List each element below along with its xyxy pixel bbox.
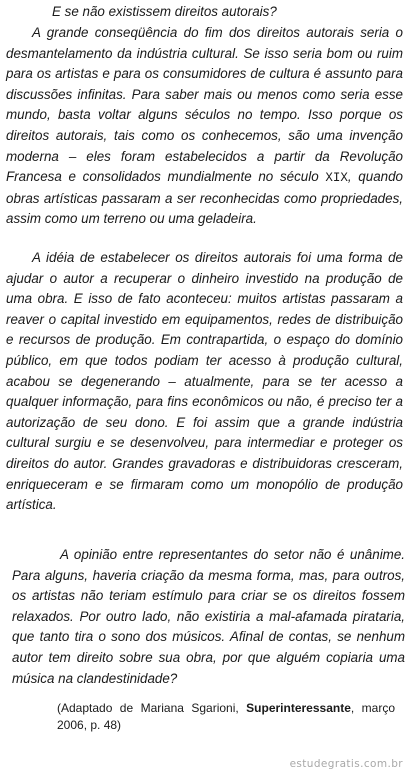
century-numeral: XIX: [325, 171, 348, 186]
citation-prefix: (Adaptado de Mariana Sgarioni,: [57, 701, 247, 715]
article-title: E se não existissem direitos autorais?: [52, 4, 277, 19]
paragraph-2: A idéia de estabelecer os direitos autorais foi uma forma de ajudar o autor a recuperar o dinheiro investido na produção de uma obra. E isso de fato aconteceu: muitos artistas passaram a reaver o capital investido em equipamentos, redes de distribuição e recursos de produção. Em contrapartida, o espaço do domínio público, em que todos podiam ter acesso à produção cultural, acabou se degenerando – atualmente, para se ter acesso a qualquer informação, para fins econômicos ou não, é preciso ter a autorização de seu dono. E foi assim que a grande indústria cultural surgiu e se desenvolveu, para intermediar e proteger os direitos do autor. Grandes gravadoras e distribuidoras cresceram, enriqueceram e se firmaram como um monopólio de produção artística.: [6, 250, 403, 513]
paragraph-1-text: A grande conseqüência do fim dos direitos autorais seria o desmantelamento da indústria cultural. Se isso seria bom ou ruim para os artistas e para os consumidores de cultura é assunto para discussões infinitas. Para saber mais ou menos como seria esse mundo, basta voltar alguns séculos no tempo. Isso porque os direitos autorais, tais como os conhecemos, são uma invenção moderna – eles foram estabelecidos a partir da Revolução Francesa e consolidados mundialmente no século: [6, 25, 403, 185]
paragraph-1: [6, 23, 403, 230]
paragraph-3: A opinião entre representantes do setor não é unânime. Para alguns, haveria criação da mesma forma, mas, para outros, os artistas não teriam estímulo para criar se os direitos fossem relaxados. Por outro lado, não existiria a mal-afamada pirataria, que tanto tira o sono dos músicos. Afinal de contas, se nenhum autor tem direito sobre sua obra, por que alguém copiaria uma música na clandestinidade?: [12, 547, 405, 686]
citation-publication: Superinteressante: [246, 701, 351, 715]
source-citation: [57, 700, 395, 733]
site-watermark: estudegratis.com.br: [289, 758, 403, 770]
citation-suffix: , março 2006, p. 48): [57, 701, 395, 732]
paragraph-1-text-end: , quando obras artísticas passaram a ser reconhecidas como propriedades, assim como um terreno ou uma geladeira.: [6, 169, 403, 227]
